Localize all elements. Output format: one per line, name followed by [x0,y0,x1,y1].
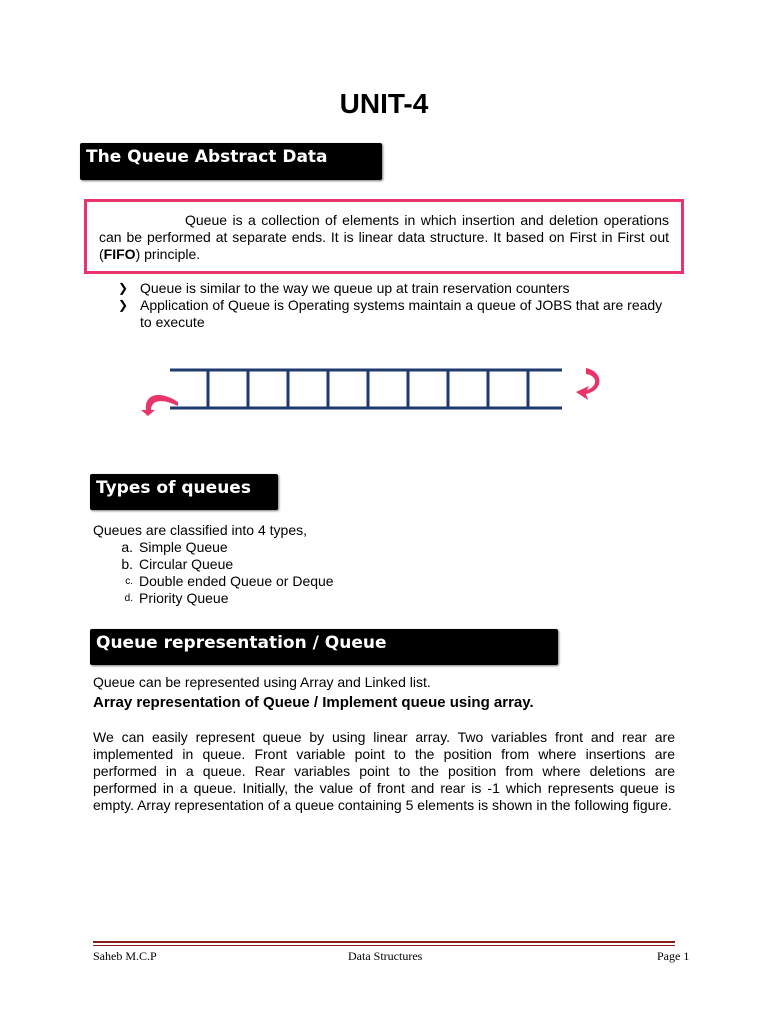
bullet-item: ❯ Application of Queue is Operating systems maintain a queue of JOBS that are ready to execute [117,297,663,330]
list-item: a. Simple Queue [121,539,228,555]
types-intro: Queues are classified into 4 types, [93,522,308,538]
list-item: c. Double ended Queue or Deque [125,573,334,589]
arrow-bullet-icon: ❯ [117,281,129,295]
footer-divider-thin [93,945,675,946]
definition-text: Queue is a collection of elements in which insertion and deletion operations can be performed at separate ends. It is linear data structure. It based on First in First out ( [99,212,669,262]
queue-diagram [138,360,618,416]
section-heading-queue-adt: The Queue Abstract Data [80,143,382,180]
section-heading-representation: Queue representation / Queue [90,629,558,665]
fifo-bold: FIFO [103,246,136,262]
rear-arrow-icon [576,368,600,400]
footer-divider [93,941,675,943]
types-list [93,539,673,607]
array-subheading: Array representation of Queue / Implement queue using array. [93,694,534,711]
page-title: UNIT-4 [339,88,429,119]
representation-intro: Queue can be represented using Array and Linked list. [93,674,431,690]
arrow-bullet-icon: ❯ [117,298,129,312]
list-item: d. Priority Queue [124,590,229,606]
front-arrow-icon [141,395,178,416]
bullet-item: ❯ Queue is similar to the way we queue up at train reservation counters [117,280,570,296]
footer-subject: Data Structures [348,949,423,963]
section-heading-types: Types of queues [90,474,278,510]
array-paragraph: We can easily represent queue by using linear array. Two variables front and rear are implemented in queue. Front variable point to the position from where insertions are performed in a queue. Rear variables point to the position from where deletions are performed in a queue. Initially, the value of front and rear is -1 which represents queue is empty. Array representation of a queue containing 5 elements is shown in the following figure. [93,729,675,813]
definition-tail: ) principle. [135,246,201,262]
list-item: b. Circular Queue [121,556,234,572]
queue-cells [170,370,562,408]
footer-author: Saheb M.C.P [93,949,157,963]
footer-page-number: Page 1 [657,949,690,963]
bullet-list [116,280,676,331]
definition-callout [84,199,684,274]
